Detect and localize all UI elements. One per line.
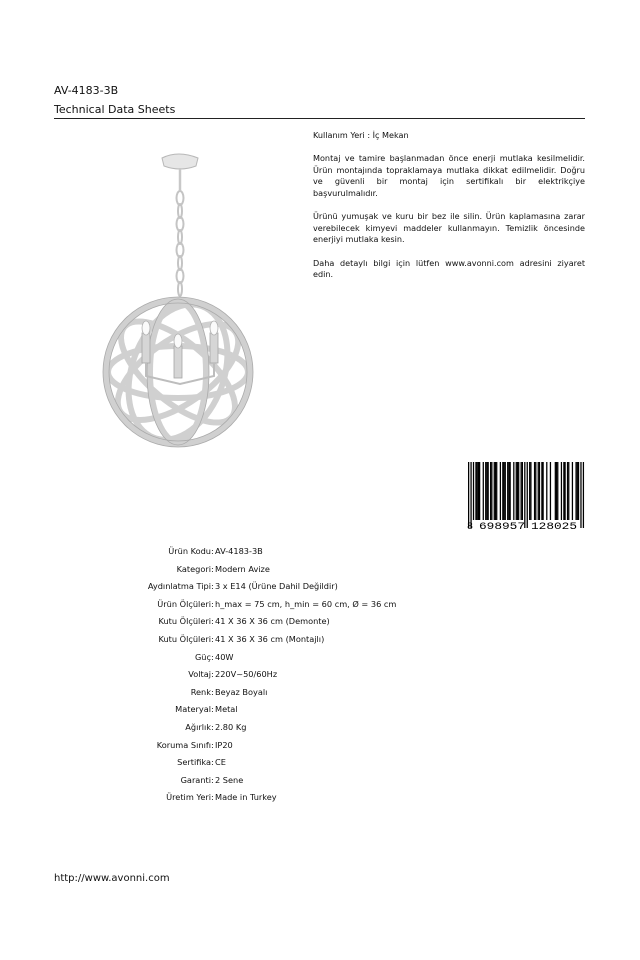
- barcode-bar: [508, 462, 509, 520]
- barcode-bar: [505, 462, 506, 520]
- barcode-bar: [486, 462, 487, 520]
- barcode-bar: [516, 462, 517, 520]
- barcode-bar: [535, 462, 536, 520]
- spec-value: IP20: [215, 739, 233, 750]
- barcode-bar: [502, 462, 503, 520]
- barcode-bar: [550, 462, 551, 520]
- barcode-left-digits: 698957: [479, 522, 525, 532]
- barcode-bar: [534, 462, 535, 520]
- spec-label: Sertifika: [177, 757, 211, 768]
- barcode-right-digits: 128025: [531, 522, 577, 532]
- spec-value: Made in Turkey: [215, 792, 277, 803]
- barcode-bar: [483, 462, 484, 520]
- barcode-bar: [568, 462, 569, 520]
- spec-label: Kategori: [176, 563, 211, 574]
- usage-location: Kullanım Yeri : İç Mekan: [313, 130, 409, 140]
- spec-row: Voltaj : 220V~50/60Hz: [188, 669, 278, 680]
- barcode-bar: [538, 462, 539, 520]
- spec-label: Renk: [190, 686, 211, 697]
- spec-value: 2.80 Kg: [215, 722, 247, 732]
- spec-row: Güç : 40W: [194, 651, 234, 662]
- barcode-bar: [563, 462, 564, 520]
- barcode-bar: [539, 462, 540, 520]
- spec-label: Güç: [194, 651, 211, 662]
- website-paragraph: Daha detaylı bilgi için lütfen www.avonni.com adresini ziyaret edin.: [313, 257, 585, 280]
- barcode-bar: [521, 462, 522, 520]
- header-divider: [54, 118, 585, 119]
- barcode-bar: [507, 462, 508, 520]
- spec-row: Kutu Ölçüleri : 41 X 36 X 36 cm (Montajlı): [158, 634, 325, 644]
- spec-row: Aydınlatma Tipi : 3 x E14 (Ürüne Dahil Değildir): [147, 581, 338, 592]
- spec-row: Ürün Ölçüleri : h_max = 75 cm, h_min = 60 cm, Ø = 36 cm: [157, 598, 397, 609]
- barcode-bar: [488, 462, 489, 520]
- spec-value: Modern Avize: [215, 563, 270, 574]
- barcode-bar: [491, 462, 492, 520]
- barcode-bar: [518, 462, 519, 520]
- safety-paragraph: Montaj ve tamire başlanmadan önce enerji mutlaka kesilmelidir. Ürün montajında topraklamaya mutlaka dikkat edilmelidir. Doğru ve güvenli bir montaj için sertifikalı bir elektrikçiye başvurulmalıdır.: [313, 153, 585, 198]
- spec-row: Ürün Kodu : AV-4183-3B: [168, 546, 263, 556]
- barcode-bar: [527, 462, 528, 528]
- spec-value: Beyaz Boyalı: [215, 686, 268, 697]
- spec-label: Ürün Ölçüleri: [157, 598, 211, 609]
- barcode-bar: [556, 462, 557, 520]
- spec-label: Materyal: [175, 704, 211, 715]
- spec-row: Üretim Yeri : Made in Turkey: [166, 792, 277, 803]
- spec-value: 220V~50/60Hz: [215, 669, 278, 680]
- spec-value: CE: [215, 757, 226, 768]
- spec-value: 41 X 36 X 36 cm (Demonte): [215, 616, 330, 627]
- barcode-bar: [477, 462, 478, 520]
- chandelier-image: [96, 148, 262, 448]
- barcode-bar: [567, 462, 568, 520]
- barcode-bar: [577, 462, 578, 520]
- barcode-bar: [495, 462, 496, 520]
- barcode-bar: [583, 462, 584, 528]
- barcode-bar: [494, 462, 495, 520]
- spec-row: Renk : Beyaz Boyalı: [190, 686, 268, 697]
- spec-value: 2 Sene: [215, 774, 244, 785]
- barcode-bar: [580, 462, 581, 528]
- barcode-bar: [468, 462, 469, 528]
- barcode-bar: [479, 462, 480, 520]
- spec-value: 41 X 36 X 36 cm (Montajlı): [215, 634, 325, 644]
- barcode-bar: [578, 462, 579, 520]
- barcode-bar: [524, 462, 525, 528]
- barcode-bar: [475, 462, 476, 520]
- spec-label: Kutu Ölçüleri: [158, 634, 211, 644]
- barcode-bar: [530, 462, 531, 520]
- barcode-bar: [503, 462, 504, 520]
- spec-label: Ağırlık: [185, 722, 211, 732]
- spec-row: Sertifika : CE: [177, 757, 226, 768]
- spec-label: Kutu Ölçüleri: [158, 616, 211, 627]
- spec-label: Ürün Kodu: [168, 546, 211, 556]
- spec-row: Koruma Sınıfı : IP20: [156, 739, 233, 750]
- barcode-bar: [564, 462, 565, 520]
- cleaning-paragraph: Ürünü yumuşak ve kuru bir bez ile silin. Ürün kaplamasına zarar verebilecek kimyevi maddeler kullanmayın. Temizlik öncesinde enerjiyi mutlaka kesin.: [313, 211, 585, 245]
- spec-row: Kategori : Modern Avize: [176, 563, 270, 574]
- spec-value: 3 x E14 (Ürüne Dahil Değildir): [215, 581, 338, 592]
- spec-label: Üretim Yeri: [166, 792, 211, 803]
- barcode-bar: [541, 462, 542, 520]
- barcode-bar: [478, 462, 479, 520]
- barcode-bar: [575, 462, 576, 520]
- barcode-bar: [490, 462, 491, 520]
- spec-row: Kutu Ölçüleri : 41 X 36 X 36 cm (Demonte): [158, 616, 330, 627]
- barcode-bar: [510, 462, 511, 520]
- spec-label: Aydınlatma Tipi: [147, 581, 211, 592]
- barcode-bar: [529, 462, 530, 520]
- info-panel: [313, 130, 585, 292]
- spec-label: Garanti: [180, 774, 211, 785]
- barcode-bar: [496, 462, 497, 520]
- barcode-bar: [546, 462, 547, 520]
- barcode-bar: [470, 462, 471, 528]
- ean-barcode: [466, 462, 586, 532]
- barcode-bar: [572, 462, 573, 520]
- barcode-bar: [513, 462, 514, 520]
- spec-label: Voltaj: [188, 669, 211, 680]
- spec-row: Materyal : Metal: [175, 704, 238, 715]
- barcode-bar: [557, 462, 558, 520]
- barcode-bar: [555, 462, 556, 520]
- barcode-bar: [561, 462, 562, 520]
- document-subtitle: Technical Data Sheets: [54, 103, 176, 116]
- barcode-bar: [500, 462, 501, 520]
- barcode-bar: [517, 462, 518, 520]
- barcode-bar: [522, 462, 523, 520]
- spec-value: h_max = 75 cm, h_min = 60 cm, Ø = 36 cm: [215, 598, 397, 609]
- spec-row: Ağırlık : 2.80 Kg: [185, 722, 247, 732]
- spec-label: Koruma Sınıfı: [156, 739, 211, 750]
- barcode-bar: [473, 462, 474, 520]
- spec-row: Garanti : 2 Sene: [180, 774, 244, 785]
- spec-value: Metal: [215, 704, 238, 715]
- product-code-heading: AV-4183-3B: [54, 84, 119, 97]
- barcode-first-digit: 8: [467, 522, 474, 532]
- barcode-bar: [485, 462, 486, 520]
- footer-website-url: http://www.avonni.com: [54, 873, 170, 884]
- spec-value: 40W: [215, 651, 234, 662]
- spec-value: AV-4183-3B: [215, 546, 263, 556]
- barcode-bar: [542, 462, 543, 520]
